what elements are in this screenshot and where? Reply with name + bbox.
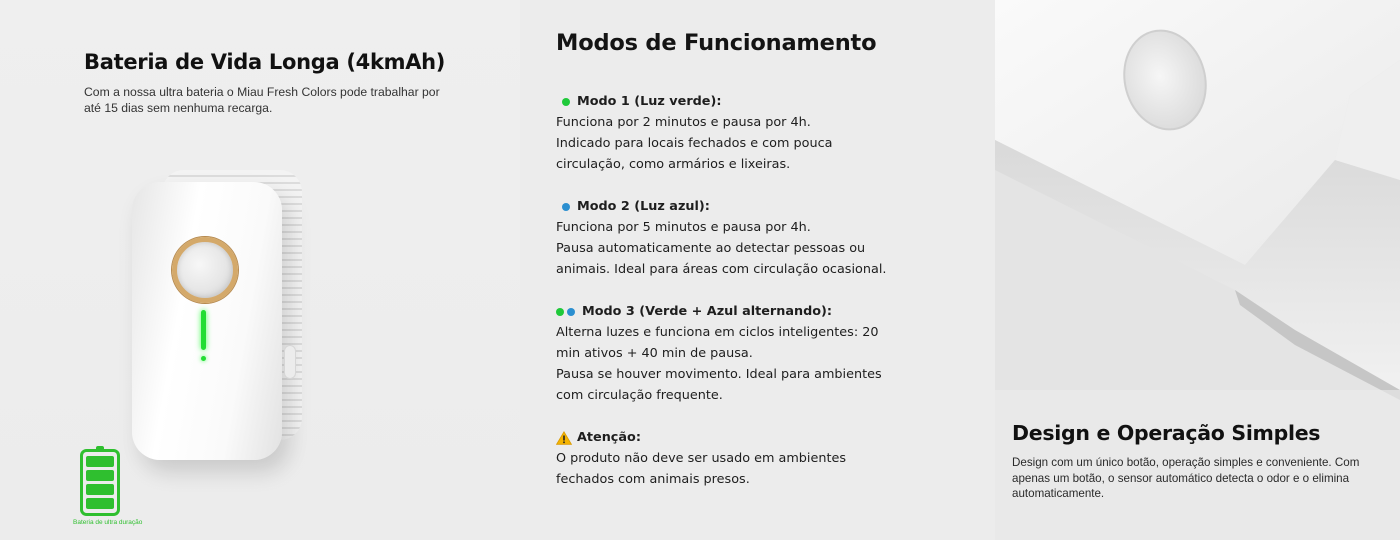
- battery-title: Bateria de Vida Longa (4kmAh): [84, 50, 446, 74]
- device-led-bar: [201, 310, 206, 350]
- device-body: [132, 182, 282, 460]
- mode-1-heading: Modo 1 (Luz verde):: [577, 94, 722, 109]
- device-side-button: [284, 345, 296, 379]
- mode-2-line: Funciona por 5 minutos e pausa por 4h.: [556, 220, 811, 235]
- battery-panel: [0, 0, 520, 540]
- green-dot-icon: [562, 98, 573, 106]
- mode-1-line: Indicado para locais fechados e com pouca: [556, 136, 833, 151]
- mode-1-line: circulação, como armários e lixeiras.: [556, 157, 791, 172]
- battery-caption: Bateria de ultra duração: [73, 519, 143, 526]
- mode-1: [556, 91, 986, 175]
- green-blue-dots-icon: [556, 308, 578, 316]
- warning-block: [556, 427, 986, 490]
- blue-dot-icon: [562, 203, 573, 211]
- warning-line: O produto não deve ser usado em ambientes: [556, 451, 847, 466]
- mode-1-line: Funciona por 2 minutos e pausa por 4h.: [556, 115, 811, 130]
- device-led-dot: [201, 356, 206, 361]
- design-panel: [995, 0, 1400, 540]
- battery-description: Com a nossa ultra bateria o Miau Fresh Colors pode trabalhar por até 15 dias sem nenhuma recarga.: [84, 85, 440, 115]
- design-description: Design com um único botão, operação simples e conveniente. Com apenas um botão, o sensor automático detecta o odor e o elimina automaticamente.: [1012, 456, 1360, 500]
- device-sensor-ring: [172, 237, 238, 303]
- mode-3: [556, 301, 986, 406]
- warning-line: fechados com animais presos.: [556, 472, 750, 487]
- device-image: [132, 170, 304, 460]
- mode-2-line: animais. Ideal para áreas com circulação ocasional.: [556, 262, 887, 277]
- mode-3-line: min ativos + 40 min de pausa.: [556, 346, 753, 361]
- mode-2: [556, 196, 986, 280]
- warning-heading: Atenção:: [577, 430, 641, 445]
- mode-2-heading: Modo 2 (Luz azul):: [577, 199, 710, 214]
- modes-panel: [520, 0, 995, 540]
- battery-icon: [80, 446, 120, 516]
- design-title: Design e Operação Simples: [1012, 421, 1321, 445]
- modes-title: Modos de Funcionamento: [556, 30, 877, 56]
- mode-2-line: Pausa automaticamente ao detectar pessoas ou: [556, 241, 866, 256]
- mode-3-line: Pausa se houver movimento. Ideal para ambientes: [556, 367, 882, 382]
- warning-icon: [556, 431, 572, 445]
- mode-3-heading: Modo 3 (Verde + Azul alternando):: [582, 304, 833, 319]
- mode-3-line: Alterna luzes e funciona em ciclos inteligentes: 20: [556, 325, 879, 340]
- mode-3-line: com circulação frequente.: [556, 388, 723, 403]
